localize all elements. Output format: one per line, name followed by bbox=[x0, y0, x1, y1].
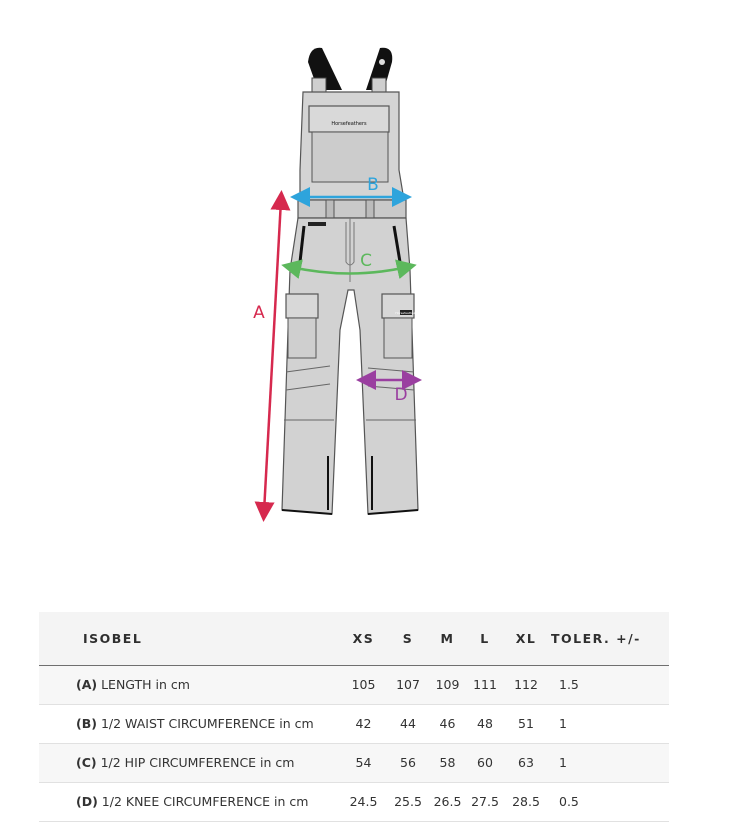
value-cell: 48 bbox=[477, 716, 493, 731]
measurement-code: (B) bbox=[76, 716, 97, 731]
measurement-label: LENGTH in cm bbox=[101, 677, 190, 692]
measurement-label: 1/2 KNEE CIRCUMFERENCE in cm bbox=[101, 794, 309, 809]
tolerance-cell: 1 bbox=[559, 755, 567, 770]
size-header-s: S bbox=[402, 630, 414, 646]
size-chart-table bbox=[39, 612, 669, 822]
value-cell: 46 bbox=[439, 716, 456, 731]
size-header-l: L bbox=[480, 630, 490, 646]
value-cell: 112 bbox=[514, 677, 538, 692]
product-name-header: ISOBEL bbox=[83, 630, 143, 646]
measurement-code: (C) bbox=[76, 755, 97, 770]
measurement-b-label: B bbox=[367, 175, 379, 195]
value-cell: 105 bbox=[351, 677, 376, 692]
measurement-name bbox=[39, 665, 341, 704]
value-cell: 109 bbox=[435, 677, 460, 692]
value-cell: 63 bbox=[518, 755, 534, 770]
size-header-xs: XS bbox=[352, 630, 375, 646]
value-cell: 51 bbox=[518, 716, 534, 731]
table-header-row bbox=[39, 612, 669, 665]
measurement-name bbox=[39, 782, 341, 821]
tolerance-cell: 0.5 bbox=[559, 794, 579, 809]
tolerance-cell: 1.5 bbox=[559, 677, 579, 692]
value-cell: 42 bbox=[355, 716, 372, 731]
value-cell: 25.5 bbox=[394, 794, 422, 809]
value-cell: 24.5 bbox=[349, 794, 378, 809]
measurement-code: (D) bbox=[76, 794, 98, 809]
chest-brand-label: Horsefeathers bbox=[331, 121, 367, 127]
pocket-brand-label: Horsefeathers bbox=[395, 311, 417, 315]
measurement-a-arrow bbox=[264, 200, 281, 512]
waistband bbox=[298, 200, 406, 218]
value-cell: 111 bbox=[473, 677, 497, 692]
measurement-c-label: C bbox=[360, 251, 372, 271]
value-cell: 27.5 bbox=[471, 794, 499, 809]
table-row bbox=[39, 665, 669, 704]
measurement-label: 1/2 WAIST CIRCUMFERENCE in cm bbox=[100, 716, 314, 731]
measurement-label: 1/2 HIP CIRCUMFERENCE in cm bbox=[100, 755, 295, 770]
measurement-name bbox=[39, 704, 341, 743]
value-cell: 56 bbox=[400, 755, 416, 770]
value-cell: 44 bbox=[400, 716, 416, 731]
value-cell: 26.5 bbox=[433, 794, 462, 809]
size-header-m: M bbox=[440, 630, 455, 646]
table-row bbox=[39, 743, 669, 782]
table-row bbox=[39, 704, 669, 743]
value-cell: 54 bbox=[355, 755, 372, 770]
table-row bbox=[39, 782, 669, 821]
measurement-a-label: A bbox=[253, 303, 265, 323]
value-cell: 58 bbox=[439, 755, 456, 770]
size-header-xl: XL bbox=[515, 630, 537, 646]
bib bbox=[300, 92, 404, 200]
pants-body bbox=[282, 218, 418, 514]
value-cell: 107 bbox=[396, 677, 420, 692]
measurement-name bbox=[39, 743, 341, 782]
shoulder-straps bbox=[308, 48, 392, 92]
value-cell: 60 bbox=[477, 755, 493, 770]
value-cell: 28.5 bbox=[512, 794, 540, 809]
tolerance-header: TOLER. +/- bbox=[551, 630, 641, 646]
measurement-code: (A) bbox=[76, 677, 98, 692]
measurement-d-label: D bbox=[394, 385, 408, 405]
tolerance-cell: 1 bbox=[559, 716, 567, 731]
